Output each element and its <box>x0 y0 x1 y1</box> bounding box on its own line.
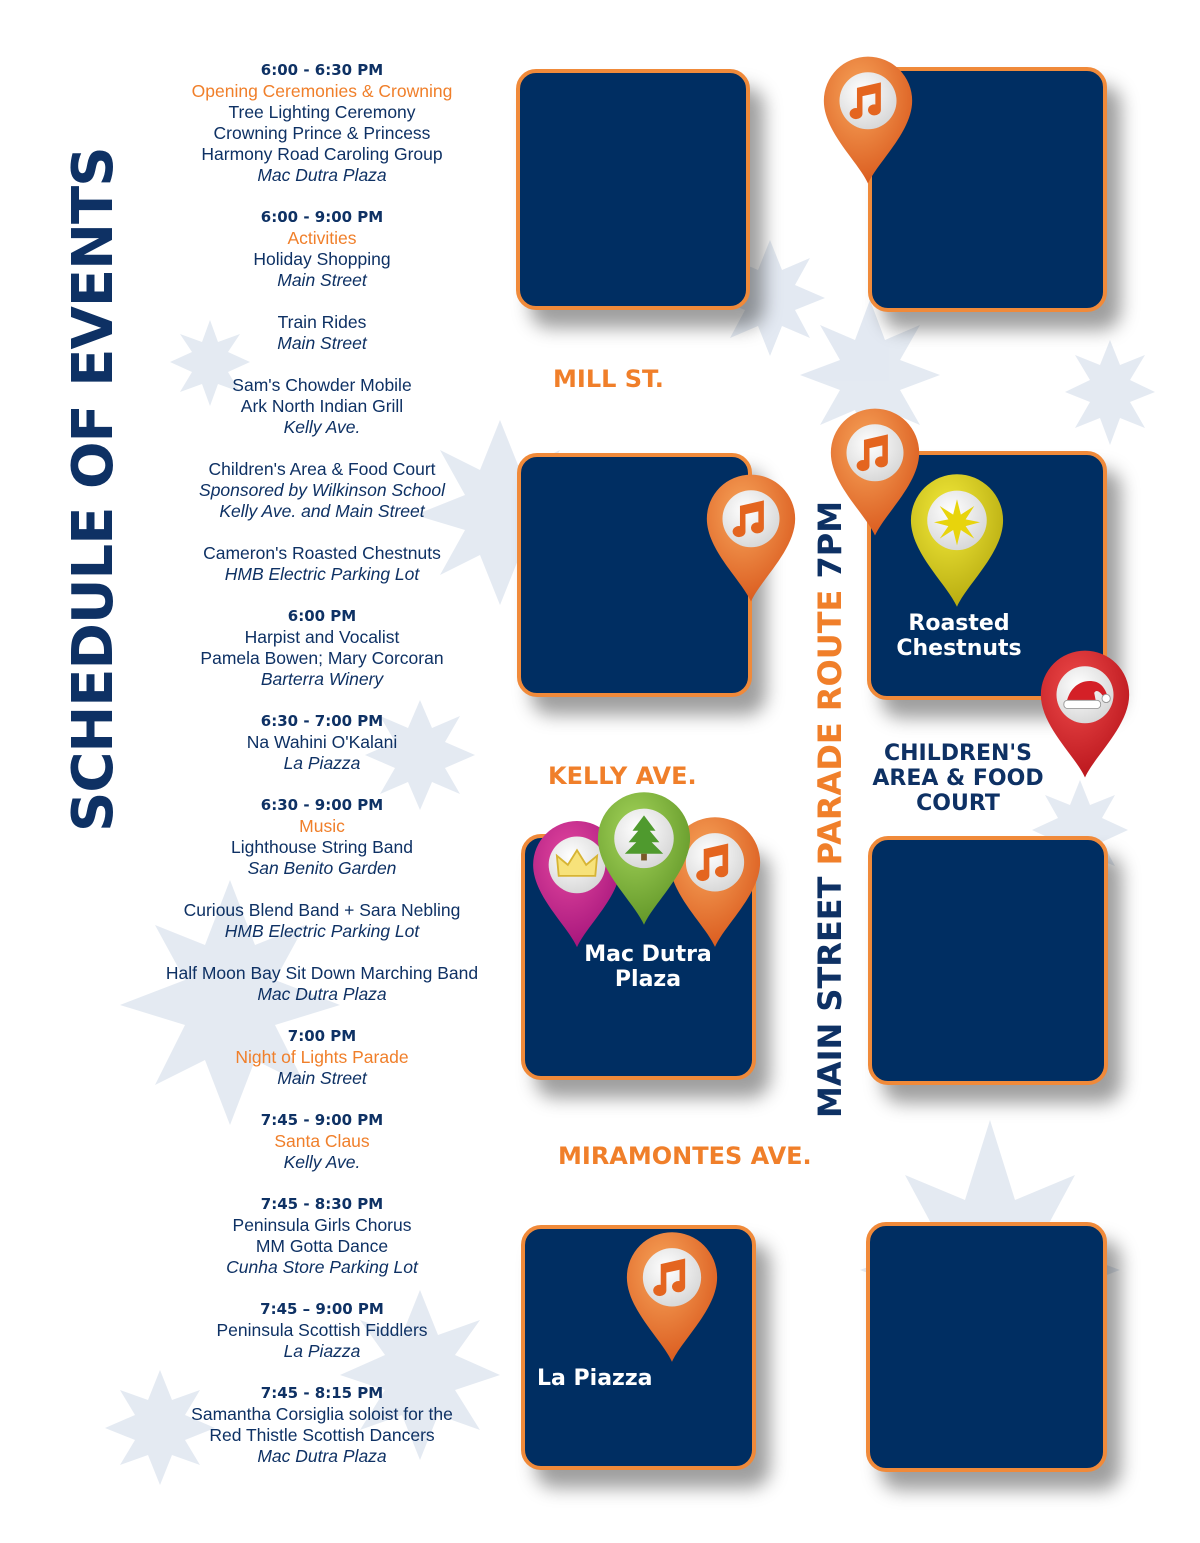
city-block <box>868 836 1108 1085</box>
schedule-entry <box>143 312 501 354</box>
event-line: Sam's Chowder Mobile <box>232 375 412 395</box>
event-time: 6:30 - 9:00 PM <box>260 796 384 814</box>
event-line: Crowning Prince & Princess <box>213 123 431 143</box>
music-pin[interactable] <box>822 56 914 186</box>
event-line: Half Moon Bay Sit Down Marching Band <box>165 963 479 983</box>
event-line: Na Wahini O'Kalani <box>246 732 398 752</box>
event-sponsor: Sponsored by Wilkinson School <box>199 480 445 500</box>
event-location: Mac Dutra Plaza <box>257 1446 387 1466</box>
event-category: Santa Claus <box>274 1131 370 1151</box>
event-time: 7:45 – 9:00 PM <box>260 1300 384 1318</box>
event-line: Harpist and Vocalist <box>244 627 400 647</box>
schedule-entry <box>143 606 501 690</box>
music-pin[interactable] <box>829 408 921 538</box>
event-line: MM Gotta Dance <box>255 1236 389 1256</box>
event-location: Main Street <box>277 1068 367 1088</box>
event-location: Kelly Ave. <box>283 1152 361 1172</box>
event-line: Train Rides <box>277 312 367 332</box>
schedule-entry <box>143 795 501 879</box>
route-parade-route: PARADE ROUTE <box>811 578 849 866</box>
street-label-mill: MILL ST. <box>553 365 664 393</box>
schedule-entry <box>143 711 501 774</box>
event-time: 6:30 - 7:00 PM <box>260 712 384 730</box>
schedule-entry <box>143 900 501 942</box>
label-childrens-area: CHILDREN'S AREA & FOOD COURT <box>872 741 1044 816</box>
schedule-entry <box>143 543 501 585</box>
event-location: Main Street <box>277 333 367 353</box>
event-location: HMB Electric Parking Lot <box>224 564 420 584</box>
event-line: Peninsula Girls Chorus <box>232 1215 412 1235</box>
event-line: Harmony Road Caroling Group <box>201 144 443 164</box>
event-time: 6:00 - 6:30 PM <box>260 61 384 79</box>
event-time: 6:00 PM <box>287 607 357 625</box>
schedule-entry <box>143 963 501 1005</box>
event-category: Night of Lights Parade <box>235 1047 409 1067</box>
event-time: 7:45 - 8:30 PM <box>260 1195 384 1213</box>
tree-pin[interactable] <box>596 792 692 927</box>
event-time: 7:00 PM <box>287 1027 357 1045</box>
city-block <box>866 1222 1107 1472</box>
schedule-entry <box>143 1026 501 1089</box>
event-location: Mac Dutra Plaza <box>257 165 387 185</box>
event-location: Barterra Winery <box>260 669 384 689</box>
event-location: Mac Dutra Plaza <box>257 984 387 1004</box>
event-line: Pamela Bowen; Mary Corcoran <box>200 648 444 668</box>
event-line: Ark North Indian Grill <box>240 396 404 416</box>
schedule-entry <box>143 1383 501 1467</box>
event-location: La Piazza <box>283 1341 361 1361</box>
parade-route-label <box>808 478 852 1118</box>
schedule-list <box>143 60 501 1467</box>
schedule-title: SCHEDULE OF EVENTS <box>61 147 126 832</box>
label-roasted-chestnuts: Roasted Chestnuts <box>896 611 1022 661</box>
music-pin[interactable] <box>625 1232 719 1364</box>
event-location: Kelly Ave. <box>283 417 361 437</box>
schedule-entry <box>143 459 501 522</box>
event-location: San Benito Garden <box>247 858 397 878</box>
event-line: Holiday Shopping <box>253 249 391 269</box>
event-time: 6:00 - 9:00 PM <box>260 208 384 226</box>
event-line: Red Thistle Scottish Dancers <box>209 1425 435 1445</box>
event-location: Main Street <box>277 270 367 290</box>
schedule-entry <box>143 207 501 291</box>
label-la-piazza: La Piazza <box>537 1366 653 1391</box>
event-location: HMB Electric Parking Lot <box>224 921 420 941</box>
santa-pin[interactable] <box>1039 650 1131 780</box>
event-time: 7:45 - 9:00 PM <box>260 1111 384 1129</box>
event-time: 7:45 - 8:15 PM <box>260 1384 384 1402</box>
schedule-entry <box>143 375 501 438</box>
route-time: 7PM <box>811 500 849 579</box>
event-line: Peninsula Scottish Fiddlers <box>216 1320 428 1340</box>
city-block <box>516 69 750 310</box>
event-location: Cunha Store Parking Lot <box>226 1257 418 1277</box>
schedule-entry <box>143 1299 501 1362</box>
event-category: Activities <box>287 228 357 248</box>
event-line: Samantha Corsiglia soloist for the <box>191 1404 453 1424</box>
event-location: Kelly Ave. and Main Street <box>219 501 425 521</box>
event-category: Opening Ceremonies & Crowning <box>191 81 453 101</box>
event-line: Children's Area & Food Court <box>208 459 436 479</box>
label-mac-dutra-plaza: Mac Dutra Plaza <box>584 942 712 992</box>
event-line: Curious Blend Band + Sara Nebling <box>183 900 461 920</box>
event-line: Tree Lighting Ceremony <box>228 102 416 122</box>
route-main-street: MAIN STREET <box>811 865 849 1118</box>
star-decoration <box>1065 340 1155 445</box>
event-category: Music <box>299 816 345 836</box>
event-line: Lighthouse String Band <box>231 837 413 857</box>
star-pin[interactable] <box>909 474 1005 609</box>
event-line: Cameron's Roasted Chestnuts <box>203 543 441 563</box>
schedule-entry <box>143 1110 501 1173</box>
schedule-entry <box>143 1194 501 1278</box>
event-location: La Piazza <box>283 753 361 773</box>
street-label-kelly: KELLY AVE. <box>548 762 697 790</box>
music-pin[interactable] <box>705 474 797 604</box>
street-label-miramontes: MIRAMONTES AVE. <box>558 1142 812 1170</box>
schedule-entry <box>143 60 501 186</box>
